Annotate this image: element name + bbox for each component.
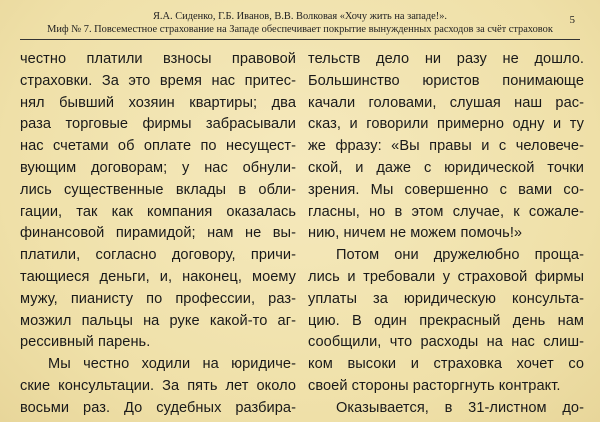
text-line: Мы честно ходили на юридиче- [48, 356, 296, 373]
text-line: Большинство юристов понимающе [308, 72, 584, 89]
text-line: восьми раз. До судебных разбира- [20, 399, 296, 416]
header-authors-title: Я.А. Сиденко, Г.Б. Иванов, В.В. Волковая «Хочу жить на западе!». [152, 11, 447, 22]
text-line: нас счетами об оплате по несущест- [20, 138, 296, 155]
right-text-column [308, 49, 584, 420]
header-divider [20, 39, 580, 40]
text-line: же фразу: «Вы правы и с человече- [308, 138, 584, 155]
text-line: вующим договорам; у нас обнули- [20, 159, 296, 176]
text-line: страховки. За это время нас притес- [20, 72, 296, 89]
text-line: ком высоки и страховка хочет со [308, 356, 584, 373]
text-line: лись существенные вклады в обли- [20, 181, 296, 198]
text-line: Потом они дружелюбно проща- [336, 247, 584, 264]
text-line: гации, так как компания оказалась [20, 203, 296, 220]
left-text-column [20, 49, 296, 420]
text-line: Оказывается, в 31-листном до- [336, 399, 584, 416]
text-line: своей стороны расторгнуть контракт. [308, 377, 561, 394]
text-line: ской, и даже с юридической точки [308, 159, 584, 176]
text-line: сообщили, что расходы на нас слиш- [308, 334, 584, 351]
text-line: раза торговые фирмы забрасывали [20, 116, 296, 133]
text-line: уплаты за юридическую консульта- [308, 290, 584, 307]
running-header [20, 10, 580, 36]
text-line: мужу, пианисту по профессии, раз- [20, 290, 296, 307]
text-line: мозжил пальцы на руке какой-то аг- [20, 312, 296, 329]
text-line: сказ, и говорили примерно одну и ту [308, 116, 584, 133]
page-number: 5 [569, 14, 575, 26]
text-line: нию, ничем не можем помочь!» [308, 225, 523, 242]
text-line: рессивный парень. [20, 334, 151, 351]
text-line: нял бывший хозяин квартиры; два [20, 94, 296, 111]
text-line: качали головами, слушая наш рас- [308, 94, 584, 111]
text-line: честно платили взносы правовой [20, 51, 296, 67]
text-line: гласны, но в этом случае, к сожале- [308, 203, 584, 220]
header-chapter-title: Миф № 7. Повсеместное страхование на Западе обеспечивает покрытие вынужденных расходов за счёт страховок [47, 24, 553, 35]
text-line: цию. В один прекрасный день нам [308, 312, 584, 329]
text-line: зрения. Мы совершенно с вами со- [308, 181, 584, 198]
text-line: финансовой пирамидой; нам не вы- [20, 225, 296, 242]
text-line: ские консультации. За пять лет около [20, 377, 296, 394]
text-line: платили, согласно договору, причи- [20, 247, 296, 264]
text-line: лись и требовали у страховой фирмы [308, 268, 584, 285]
text-line: тельств дело ни разу не дошло. [308, 51, 584, 67]
text-line: тающиеся деньги, и, наконец, моему [20, 268, 296, 285]
